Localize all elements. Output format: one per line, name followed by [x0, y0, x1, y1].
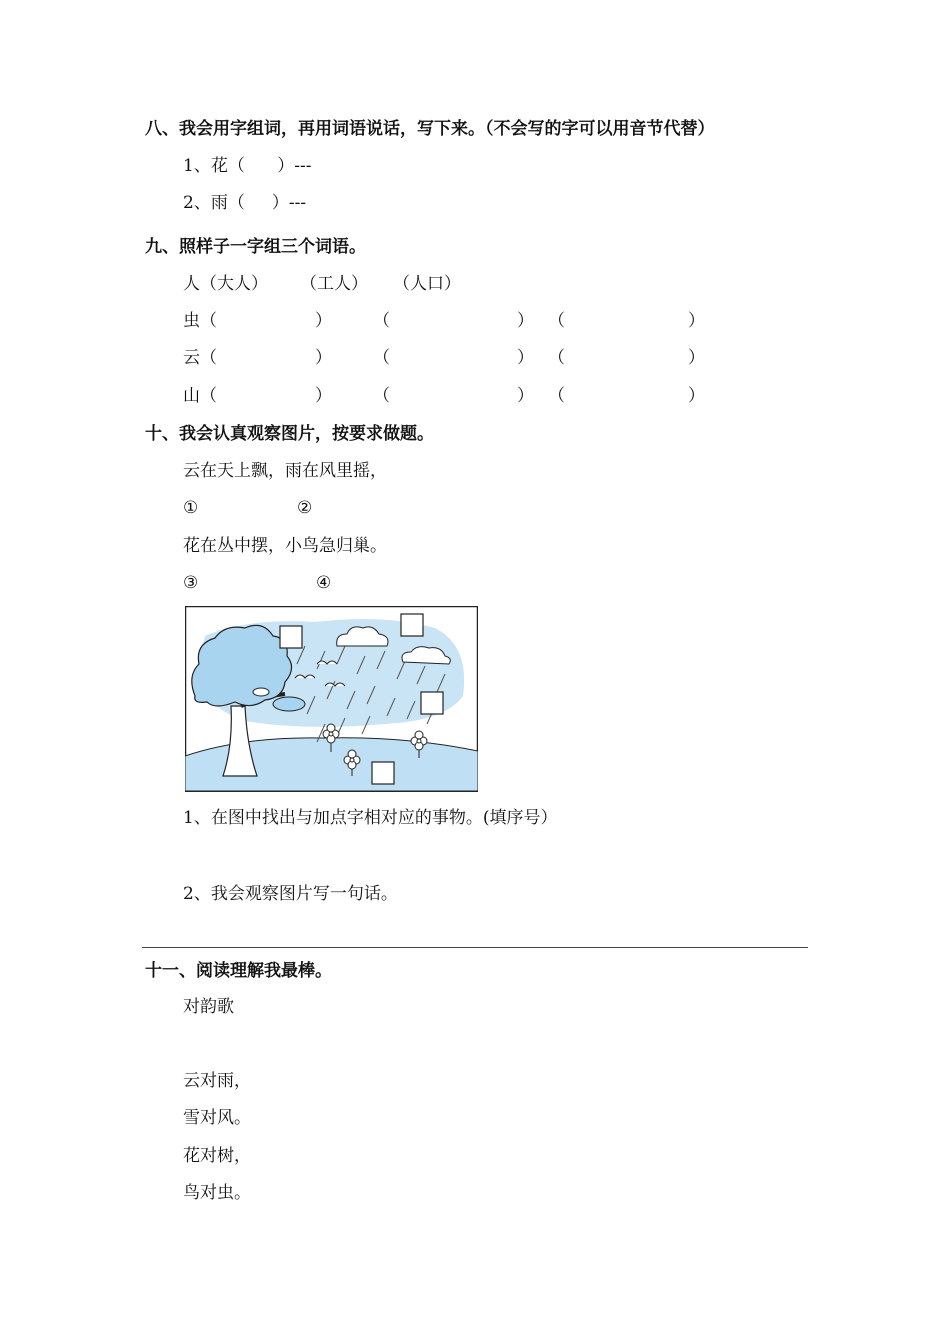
blank-open: （	[200, 386, 217, 406]
blank-close: ）	[517, 311, 534, 331]
q8-heading: 八、我会用字组词，再用词语说话，写下来。（不会写的字可以用音节代替）	[145, 119, 715, 139]
blank-open: （	[373, 348, 390, 368]
q10-verse-2: 花在丛中摆，小鸟急归巢。	[183, 536, 387, 556]
q9-row-char: 虫	[183, 311, 200, 331]
blank-open: （	[200, 311, 217, 331]
q9-example-2: （工人）	[300, 274, 368, 294]
q11-poem-line: 鸟对虫。	[183, 1183, 251, 1203]
q10-verse-1: 云在天上飘，雨在风里摇，	[183, 461, 387, 481]
answer-box[interactable]	[372, 762, 394, 784]
blank-close: ）	[315, 311, 332, 331]
q10-mark-4: ④	[316, 573, 332, 593]
q11-heading: 十一、阅读理解我最棒。	[145, 961, 332, 981]
q10-mark-3: ③	[183, 573, 199, 593]
scene-illustration	[185, 606, 478, 792]
blank-open: （	[548, 386, 565, 406]
blank-open: （	[373, 311, 390, 331]
section-divider	[142, 947, 808, 948]
q10-task-2: 2、我会观察图片写一句话。	[183, 884, 398, 904]
blank-open: （	[548, 311, 565, 331]
blank-close: ）	[315, 386, 332, 406]
blank-open: （	[200, 348, 217, 368]
blank-close: ）	[688, 386, 705, 406]
q10-task-1: 1、在图中找出与加点字相对应的事物。(填序号）	[183, 808, 558, 828]
q9-example-1: 人（大人）	[183, 274, 268, 294]
blank-close: ）	[517, 386, 534, 406]
q10-heading: 十、我会认真观察图片，按要求做题。	[145, 424, 434, 444]
blank-close: ）	[315, 348, 332, 368]
nest	[253, 688, 269, 696]
q11-poem-title: 对韵歌	[183, 997, 234, 1017]
leaf-cluster	[273, 697, 305, 711]
q9-row-char: 云	[183, 348, 200, 368]
blank-open: （	[373, 386, 390, 406]
blank-open: （	[548, 348, 565, 368]
answer-box[interactable]	[421, 692, 443, 714]
answer-box[interactable]	[280, 626, 302, 648]
q11-poem-line: 云对雨，	[183, 1071, 251, 1091]
blank-close: ）	[688, 348, 705, 368]
answer-box[interactable]	[401, 614, 423, 636]
q11-poem-line: 花对树，	[183, 1146, 251, 1166]
q10-mark-1: ①	[183, 498, 199, 518]
q9-row-char: 山	[183, 386, 200, 406]
q10-mark-2: ②	[297, 498, 313, 518]
blank-close: ）	[517, 348, 534, 368]
q9-heading: 九、照样子一字组三个词语。	[145, 237, 366, 257]
blank-close: ）	[688, 311, 705, 331]
q11-poem-line: 雪对风。	[183, 1108, 251, 1128]
q8-line-1: 1、花（ ）---	[183, 156, 312, 176]
q9-example-3: （人口）	[393, 274, 461, 294]
q8-line-2: 2、雨（ ）---	[183, 193, 307, 213]
